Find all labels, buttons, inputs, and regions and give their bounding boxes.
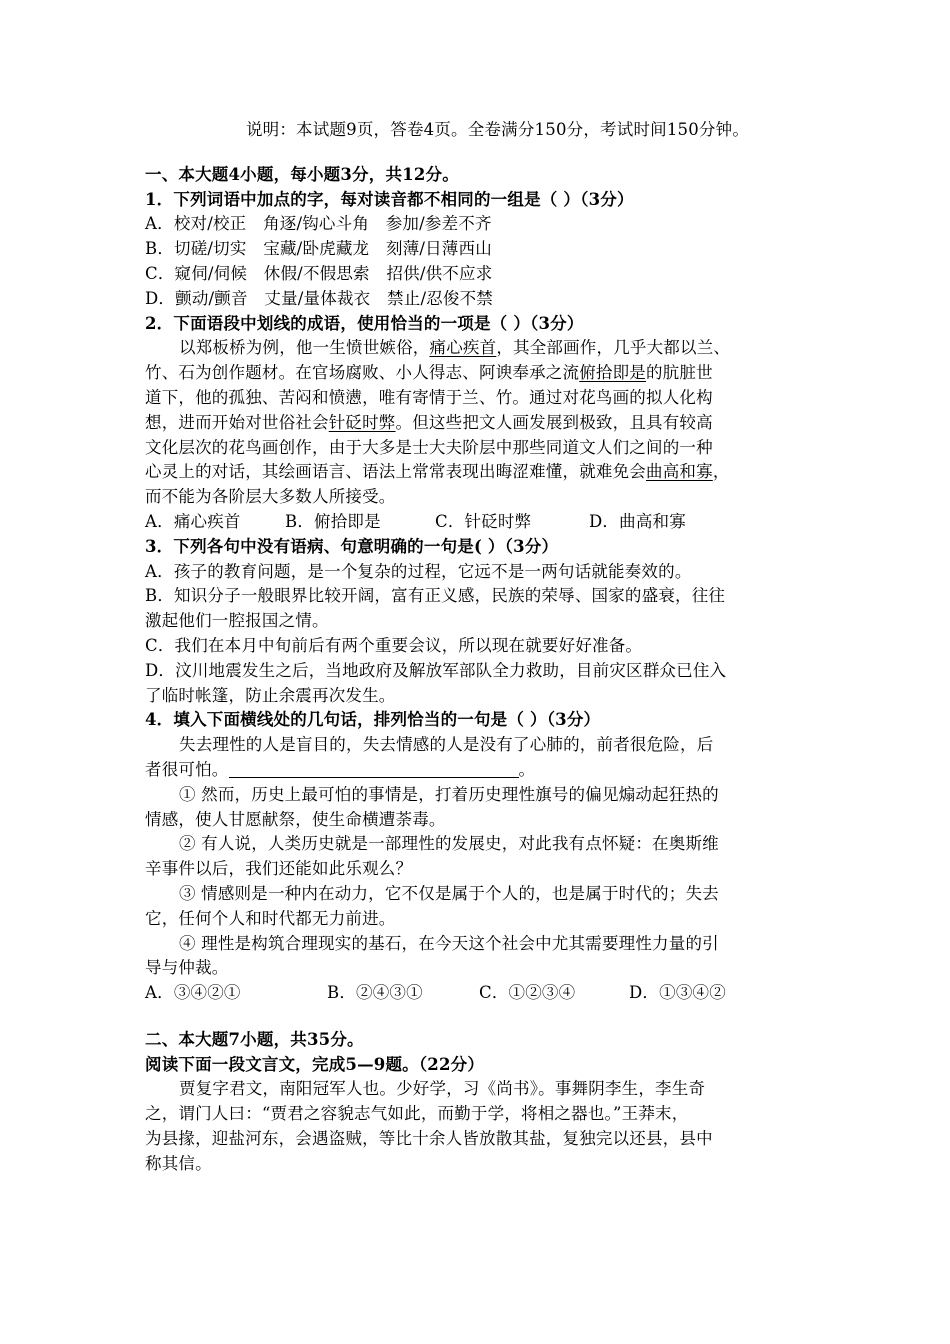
q2-passage-line: 文化层次的花鸟画创作，由于大多是士大夫阶层中那些同道文人们之间的一种 xyxy=(145,437,713,457)
q4-sentence-4-cont: 导与仲裁。 xyxy=(145,958,229,978)
q4-option-b: B．②④③① xyxy=(327,983,423,1003)
q2-text: 的肮脏世 xyxy=(646,363,713,383)
section2-heading: 二、本大题7小题，共35分。 xyxy=(145,1029,364,1049)
q2-text: 想，进而开始对世俗社会 xyxy=(145,412,329,432)
classical-text-line: 称其信。 xyxy=(145,1153,212,1173)
q3-title: 3．下列各句中没有语病、句意明确的一句是( ）（3分） xyxy=(145,536,559,556)
q1-title: 1．下列词语中加点的字，每对读音都不相同的一组是（ ）（3分） xyxy=(145,189,634,209)
q2-text: 心灵上的对话，其绘画语言、语法上常常表现出晦涩难懂，就难免会 xyxy=(145,462,646,482)
q2-text: 竹、石为创作题材。在官场腐败、小人得志、阿谀奉承之流 xyxy=(145,363,580,383)
q2-passage-line xyxy=(145,460,810,485)
q2-text: 以郑板桥为例，他一生愤世嫉俗， xyxy=(179,338,430,358)
q2-text: ， xyxy=(712,462,730,482)
q3-line: C．我们在本月中旬前后有两个重要会议，所以现在就要好好准备。 xyxy=(145,635,643,655)
q1-option-c: C．窥伺/伺候 休假/不假思索 招供/供不应求 xyxy=(145,263,493,283)
q2-passage-line xyxy=(145,336,810,361)
q2-options xyxy=(145,510,810,535)
q4-sentence-4: ④ 理性是构筑合理现实的基石，在今天这个社会中尤其需要理性力量的引 xyxy=(179,933,719,953)
q2-option-a: A．痛心疾首 xyxy=(145,511,241,531)
q3-line: B．知识分子一般眼界比较开阔，富有正义感，民族的荣辱、国家的盛衰，往往 xyxy=(145,586,726,606)
q2-text: 。但这些把文人画发展到极致，且具有较高 xyxy=(395,412,713,432)
q2-option-d: D．曲高和寡 xyxy=(589,511,686,531)
q2-underlined-idiom: 痛心疾首 xyxy=(429,338,497,358)
q4-options xyxy=(145,981,810,1006)
q4-sentence-3: ③ 情感则是一种内在动力，它不仅是属于个人的，也是属于时代的；失去 xyxy=(179,883,719,903)
q2-underlined-idiom: 俯拾即是 xyxy=(579,363,647,383)
section-spacer xyxy=(145,1006,810,1028)
classical-text-line: 贾复字君文，南阳冠军人也。少好学，习《尚书》。事舞阴李生，李生奇 xyxy=(179,1079,706,1099)
q2-option-b: B．俯拾即是 xyxy=(285,511,381,531)
section1-heading: 一、本大题4小题，每小题3分，共12分。 xyxy=(145,164,459,184)
q4-text: 。 xyxy=(518,759,536,779)
q1-option-a: A．校对/校正 角逐/钩心斗角 参加/参差不齐 xyxy=(145,214,492,234)
q2-option-c: C．针砭时弊 xyxy=(435,511,532,531)
q4-title: 4．填入下面横线处的几句话，排列恰当的一句是（ ）（3分） xyxy=(145,710,601,730)
q2-text: ，其全部画作，几乎大都以兰、 xyxy=(496,338,731,358)
q3-line: 了临时帐篷，防止余震再次发生。 xyxy=(145,685,396,705)
q2-underlined-idiom: 曲高和寡 xyxy=(646,462,713,482)
q4-option-d: D．①③④② xyxy=(629,983,726,1003)
q1-option-b: B．切磋/切实 宝藏/卧虎藏龙 刻薄/日薄西山 xyxy=(145,239,492,259)
q3-line: A．孩子的教育问题，是一个复杂的过程，它远不是一两句话就能奏效的。 xyxy=(145,561,692,581)
exam-page xyxy=(145,118,810,1177)
q4-option-a: A．③④②① xyxy=(145,983,241,1003)
q2-title-text: 2．下面语段中划线的成语，使用恰当的一项是（ ）（3分） xyxy=(145,313,584,333)
classical-text-line: 之，谓门人曰：“贾君之容貌志气如此，而勤于学，将相之器也。”王莽末， xyxy=(145,1104,689,1124)
q4-intro-line: 失去理性的人是盲目的，失去情感的人是没有了心肺的，前者很危险，后 xyxy=(179,735,714,755)
q2-underlined-idiom: 针砭时弊 xyxy=(328,412,396,432)
q4-sentence-1-cont: 情感，使人甘愿献祭，使生命横遭荼毒。 xyxy=(145,809,446,829)
q2-passage-line xyxy=(145,411,810,436)
q4-text: 者很可怕。 xyxy=(145,759,229,779)
q4-sentence-3-cont: 它，任何个人和时代都无力前进。 xyxy=(145,908,396,928)
q2-passage-line: 道下，他的孤独、苦闷和愤懑，唯有寄情于兰、竹。通过对花鸟画的拟人化构 xyxy=(145,387,713,407)
q2-title xyxy=(145,312,810,337)
q2-passage-line: 而不能为各阶层大多数人所接受。 xyxy=(145,487,396,507)
q4-option-c: C．①②③④ xyxy=(479,983,576,1003)
q3-line: D．汶川地震发生之后，当地政府及解放军部队全力救助，目前灾区群众已住入 xyxy=(145,660,727,680)
q1-option-d: D．颤动/颤音 丈量/量体裁衣 禁止/忍俊不禁 xyxy=(145,288,494,308)
q4-fill-blank xyxy=(229,761,519,778)
classical-text-line: 为县掾，迎盐河东，会遇盗贼，等比十余人皆放散其盐，复独完以还县，县中 xyxy=(145,1129,713,1149)
q4-sentence-2-cont: 辛事件以后，我们还能如此乐观么？ xyxy=(145,859,413,879)
q2-passage-line xyxy=(145,361,810,386)
q4-intro-line xyxy=(145,758,810,783)
section2-subheading: 阅读下面一段文言文，完成5—9题。（22分） xyxy=(145,1054,485,1074)
exam-note: 说明：本试题9页，答卷4页。全卷满分150分，考试时间150分钟。 xyxy=(245,120,750,139)
q3-line: 激起他们一腔报国之情。 xyxy=(145,611,329,631)
q4-sentence-2: ② 有人说，人类历史就是一部理性的发展史，对此我有点怀疑：在奥斯维 xyxy=(179,834,719,854)
q4-sentence-1: ① 然而，历史上最可怕的事情是，打着历史理性旗号的偏见煽动起狂热的 xyxy=(179,784,719,804)
